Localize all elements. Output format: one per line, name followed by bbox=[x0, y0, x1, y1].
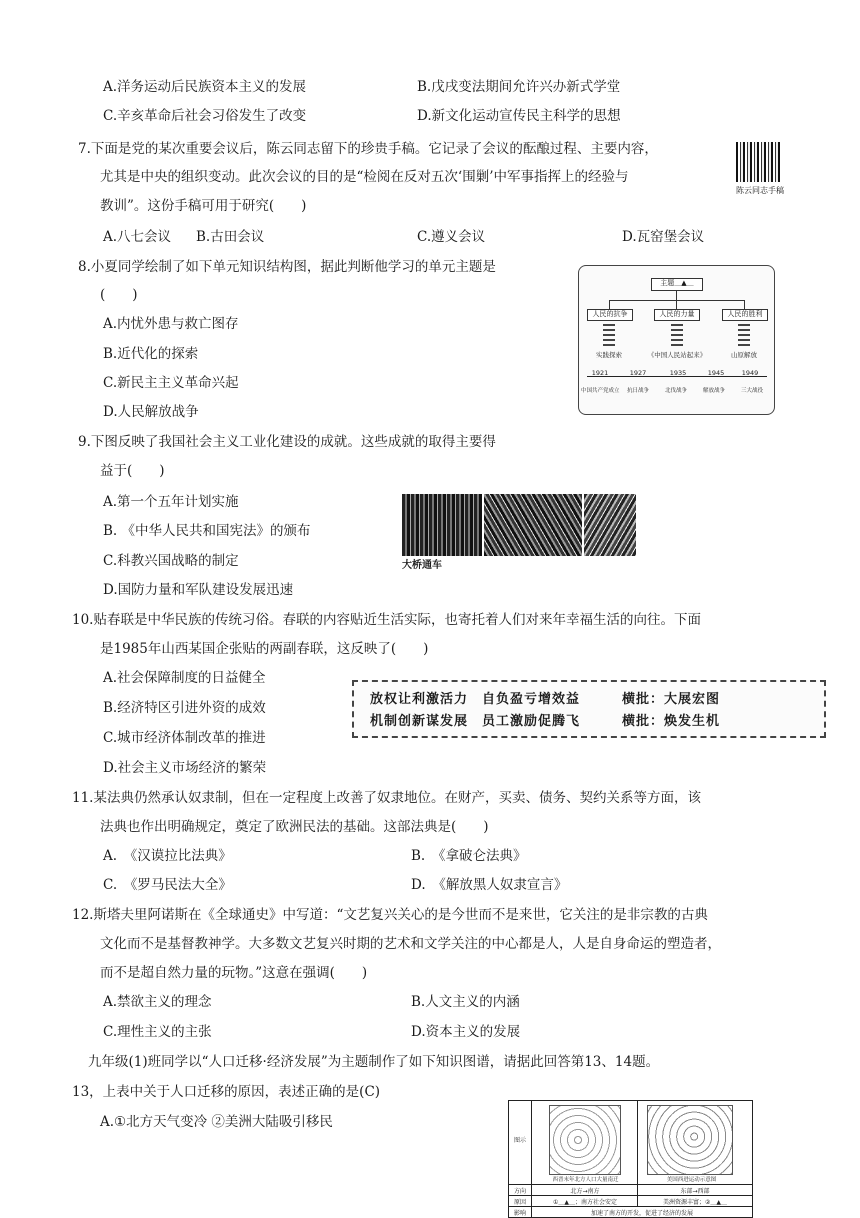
q8-option-d: D.人民解放战争 bbox=[103, 404, 199, 420]
q8-option-a: A.内忧外患与救亡图存 bbox=[103, 316, 239, 332]
table-vline bbox=[637, 1101, 638, 1206]
q7-stem-line1: 7.下面是党的某次重要会议后，陈云同志留下的珍贵手稿。它记录了会议的酝酿过程、主要内容， bbox=[78, 141, 658, 157]
q12-stem-line2: 文化而不是基督教神学。大多数文艺复兴时期的艺术和文学关注的中心都是人，人是自身命运的塑造者， bbox=[100, 936, 721, 952]
q12-option-d: D.资本主义的发展 bbox=[411, 1024, 521, 1040]
diagram-mid-label-3: 山原解放 bbox=[731, 351, 757, 359]
timeline-year: 1935 bbox=[669, 369, 687, 377]
diagram-box-3: 人民的胜利 bbox=[722, 309, 768, 321]
q10-stem-line1: 10.贴春联是中华民族的传统习俗。春联的内容贴近生活实际，也寄托着人们对来年幸福生活的向往。下面 bbox=[72, 612, 701, 628]
manuscript-image bbox=[736, 142, 782, 182]
timeline-year: 1927 bbox=[629, 369, 647, 377]
q10-option-a: A.社会保障制度的日益健全 bbox=[103, 670, 266, 686]
q6-option-c: C.辛亥革命后社会习俗发生了改变 bbox=[103, 108, 307, 124]
photo-liberation-truck bbox=[402, 494, 482, 556]
q10-stem-line2: 是1985年山西某国企张贴的两副春联，这反映了( ) bbox=[100, 641, 429, 657]
timeline-year: 1921 bbox=[591, 369, 609, 377]
table-row-label: 图示 bbox=[513, 1137, 526, 1144]
q6-option-d: D.新文化运动宣传民主科学的思想 bbox=[417, 108, 621, 124]
diagram-connector bbox=[609, 300, 745, 301]
diagram-box-1: 人民的抗争 bbox=[587, 309, 633, 321]
reason-2: 美洲资源丰富；②＿▲＿ bbox=[663, 1199, 727, 1206]
map-2-caption: 美国西进运动示意图 bbox=[666, 1177, 717, 1183]
q6-option-b: B.戊戌变法期间允许兴办新式学堂 bbox=[417, 79, 621, 95]
q11-stem-line1: 11.某法典仍然承认奴隶制，但在一定程度上改善了奴隶地位。在财产，买卖、债务、契约关系等方面，该 bbox=[72, 790, 701, 806]
timeline-year: 1945 bbox=[707, 369, 725, 377]
diagram-top-box: 主题＿▲＿ bbox=[651, 278, 703, 291]
q9-stem-line2: 益于( ) bbox=[100, 463, 165, 479]
diagram-mid-label-2: 《中国人民站起来》 bbox=[647, 351, 707, 359]
diagram-connector bbox=[609, 300, 610, 309]
q7-stem-line2: 尤其是中央的组织变动。此次会议的目的是“检阅在反对五次‘围剿’中军事指挥上的经验与 bbox=[100, 169, 629, 185]
q8-option-b: B.近代化的探索 bbox=[103, 346, 199, 362]
q7-manuscript-figure bbox=[732, 140, 788, 198]
q12-option-b: B.人文主义的内涵 bbox=[411, 994, 520, 1010]
photo-anshan-steel bbox=[484, 494, 582, 556]
table-row-label: 影响 bbox=[513, 1210, 526, 1217]
q9-option-c: C.科教兴国战略的制定 bbox=[103, 553, 239, 569]
diagram-box-2: 人民的力量 bbox=[654, 309, 700, 321]
photo-caption-3b: 大桥通车 bbox=[402, 560, 442, 571]
q12-option-a: A.禁欲主义的理念 bbox=[103, 994, 212, 1010]
q11-option-c: C. 《罗马民法大全》 bbox=[103, 877, 232, 893]
direction-2: 东部→西部 bbox=[680, 1188, 710, 1195]
timeline-event: 三大战役 bbox=[740, 388, 763, 394]
timeline-event: 抗日战争 bbox=[626, 388, 649, 394]
q9-option-d: D.国防力量和军队建设发展迅速 bbox=[103, 582, 294, 598]
timeline-event: 中国共产党成立 bbox=[581, 388, 620, 394]
q11-stem-line2: 法典也作出明确规定，奠定了欧洲民法的基础。这部法典是( ) bbox=[100, 819, 489, 835]
q12-option-c: C.理性主义的主张 bbox=[103, 1024, 212, 1040]
couplet-row-1: 放权让利激活力 自负盈亏增效益 横批：大展宏图 bbox=[370, 692, 721, 707]
q10-option-b: B.经济特区引进外资的成效 bbox=[103, 700, 266, 716]
q7-option-a: A.八七会议 bbox=[103, 229, 172, 245]
effect: 加速了南方的开发，促进了经济的发展 bbox=[590, 1210, 693, 1217]
map-2 bbox=[647, 1105, 733, 1175]
diagram-column-text bbox=[603, 324, 615, 346]
table-row-label: 原因 bbox=[513, 1199, 526, 1206]
diagram-connector bbox=[744, 300, 745, 309]
q8-stem-line2: ( ) bbox=[100, 287, 138, 303]
couplet-row-2: 机制创新谋发展 员工激励促腾飞 横批：焕发生机 bbox=[370, 714, 721, 729]
q11-option-d: D. 《解放黑人奴隶宣言》 bbox=[411, 877, 568, 893]
diagram-column-text bbox=[738, 324, 750, 346]
q13-option-a: A.①北方天气变冷 ②美洲大陆吸引移民 bbox=[100, 1114, 333, 1130]
q11-option-b: B. 《拿破仑法典》 bbox=[411, 848, 527, 864]
q8-option-c: C.新民主主义革命兴起 bbox=[103, 375, 239, 391]
q7-option-c: C.遵义会议 bbox=[417, 229, 486, 245]
q7-stem-line3: 教训”。这份手稿可用于研究( ) bbox=[100, 198, 307, 214]
q12-stem-line3: 而不是超自然力量的玩物。”这意在强调( ) bbox=[100, 965, 368, 981]
direction-1: 北方→南方 bbox=[570, 1188, 600, 1195]
map-1 bbox=[549, 1105, 621, 1175]
q10-couplet-box bbox=[352, 680, 826, 738]
timeline-year: 1949 bbox=[741, 369, 759, 377]
table-hline bbox=[509, 1184, 752, 1185]
manuscript-caption: 陈云同志手稿 bbox=[736, 186, 784, 195]
q7-option-d: D.瓦窑堡会议 bbox=[622, 229, 705, 245]
q8-knowledge-structure-diagram bbox=[578, 265, 775, 415]
table-row-label: 方向 bbox=[513, 1188, 526, 1195]
q9-option-b: B. 《中华人民共和国宪法》的颁布 bbox=[103, 523, 311, 539]
q13-migration-table bbox=[508, 1100, 753, 1218]
photo-wuhan-bridge bbox=[584, 494, 636, 556]
q10-option-c: C.城市经济体制改革的推进 bbox=[103, 730, 266, 746]
q13-stem: 13，上表中关于人口迁移的原因，表述正确的是(C) bbox=[72, 1084, 381, 1100]
q6-option-a: A.洋务运动后民族资本主义的发展 bbox=[103, 79, 307, 95]
q9-industrialization-photos bbox=[402, 494, 636, 588]
q12-stem-line1: 12.斯塔夫里阿诺斯在《全球通史》中写道：“文艺复兴关心的是今世而不是来世，它关注的是非宗教的古典 bbox=[72, 907, 708, 923]
reason-1: ①＿▲＿；南方社会安定 bbox=[553, 1199, 617, 1206]
q11-option-a: A. 《汉谟拉比法典》 bbox=[103, 848, 232, 864]
diagram-column-text bbox=[671, 324, 683, 346]
q10-option-d: D.社会主义市场经济的繁荣 bbox=[103, 760, 267, 776]
timeline-event: 解放战争 bbox=[702, 388, 725, 394]
q9-option-a: A.第一个五年计划实施 bbox=[103, 494, 239, 510]
q7-option-b: B.古田会议 bbox=[196, 229, 265, 245]
q9-stem-line1: 9.下图反映了我国社会主义工业化建设的成就。这些成就的取得主要得 bbox=[78, 434, 496, 450]
q8-stem-line1: 8.小夏同学绘制了如下单元知识结构图，据此判断他学习的单元主题是 bbox=[78, 259, 496, 275]
diagram-connector bbox=[676, 300, 677, 309]
map-1-caption: 西晋末年北方人口大量南迁 bbox=[552, 1177, 619, 1183]
diagram-connector bbox=[676, 290, 677, 300]
timeline-event: 北伐战争 bbox=[664, 388, 687, 394]
diagram-mid-label-1: 实践探索 bbox=[596, 351, 622, 359]
q13-14-intro: 九年级(1)班同学以“人口迁移·经济发展”为主题制作了如下知识图谱，请据此回答第13、14题。 bbox=[88, 1054, 660, 1070]
